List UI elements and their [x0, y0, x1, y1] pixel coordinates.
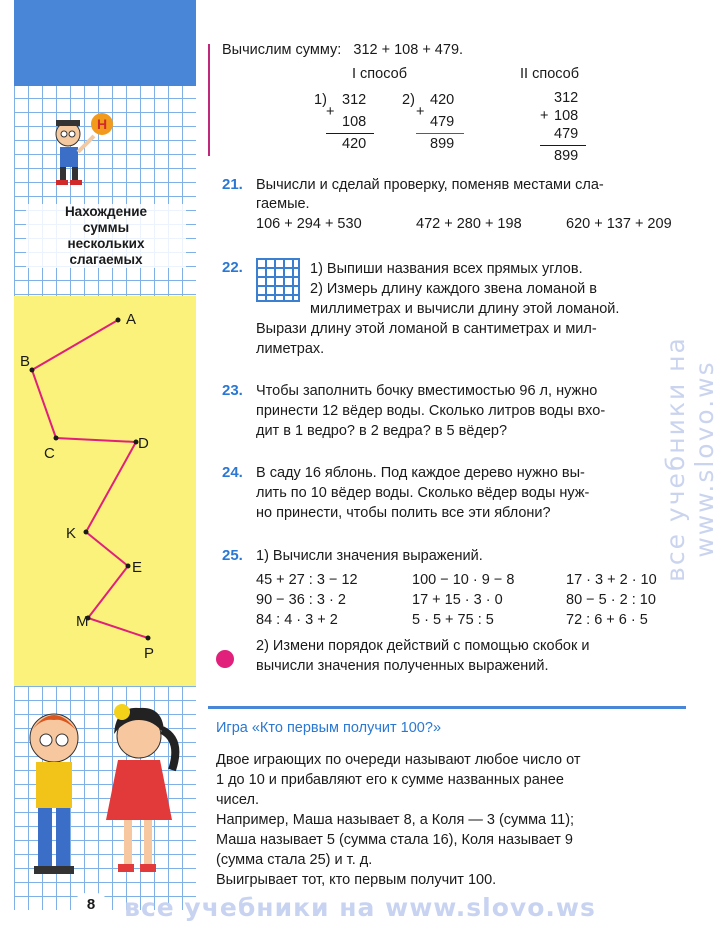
task-24-line: но принести, чтобы полить все эти яблони? [256, 505, 551, 521]
task-22-number: 22. [222, 259, 243, 276]
expr-cell: 17 + 15 · 3 · 0 [412, 592, 503, 608]
task-21-number: 21. [222, 176, 243, 193]
step-1-plus: + [326, 104, 335, 120]
task-25-line: 2) Измени порядок действий с помощью скобок и [256, 638, 590, 654]
method-2-label: II способ [520, 66, 580, 82]
step-1-addend-b: 108 [342, 114, 367, 130]
topic-line: нескольких [67, 236, 145, 251]
point-label-d: D [138, 435, 149, 452]
task-22-line: Вырази длину этой ломаной в сантиметрах и мил- [256, 321, 597, 337]
task-21-expression: 620 + 137 + 209 [566, 216, 672, 232]
point-label-c: C [44, 445, 55, 462]
expr-cell: 17 · 3 + 2 · 10 [566, 572, 657, 588]
task-22-line: лиметрах. [256, 341, 325, 357]
grid-icon [256, 258, 300, 302]
task-23-line: Чтобы заполнить бочку вместимостью 96 л, нужно [256, 383, 598, 399]
game-line: Двое играющих по очереди называют любое число от [216, 752, 581, 768]
intro-accent-bar [208, 44, 210, 156]
task-22-line: миллиметрах и вычисли длину этой ломаной. [310, 301, 620, 317]
topic-line: слагаемых [69, 252, 143, 267]
point-label-a: A [126, 311, 137, 328]
expr-cell: 90 − 36 : 3 · 2 [256, 592, 346, 608]
step-1-addend-a: 312 [342, 92, 367, 108]
game-line: Маша называет 5 (сумма стала 16), Коля называет 9 [216, 832, 573, 848]
topic-line: Нахождение [64, 204, 148, 219]
task-22-line: 1) Выпиши названия всех прямых углов. [310, 261, 583, 277]
watermark-bottom: все учебники на www.slovo.ws [124, 893, 596, 922]
step-2-addend-a: 420 [430, 92, 455, 108]
intro-title-expr: 312 + 108 + 479. [353, 42, 464, 58]
method-1-label: I способ [352, 66, 408, 82]
task-21-line: гаемые. [256, 196, 310, 212]
game-title: Игра «Кто первым получит 100?» [216, 720, 442, 736]
margin-top-band [14, 0, 196, 86]
game-line: чисел. [216, 792, 259, 808]
task-22-line: 2) Измерь длину каждого звена ломаной в [310, 281, 597, 297]
task-21-line: Вычисли и сделай проверку, поменяв местами сла- [256, 177, 604, 193]
game-line: Выигрывает тот, кто первым получит 100. [216, 872, 497, 888]
watermark-side: все учебники на www.slovo.ws [661, 336, 719, 582]
alt-plus: + [540, 108, 549, 124]
step-1-label: 1) [314, 92, 327, 108]
task-24-line: В саду 16 яблонь. Под каждое дерево нужно вы- [256, 465, 585, 481]
step-2-addend-b: 479 [430, 114, 455, 130]
page-number: 8 [74, 893, 108, 917]
point-label-p: P [144, 645, 155, 662]
robot-letter: Н [96, 116, 108, 132]
point-label-b: B [20, 353, 31, 370]
point-label-m: M [76, 613, 89, 630]
task-23-number: 23. [222, 382, 243, 399]
alt-addend-c: 479 [554, 126, 579, 142]
difficulty-dot [216, 650, 234, 668]
task-25-number: 25. [222, 547, 243, 564]
step-2-label: 2) [402, 92, 415, 108]
step-2-sum: 899 [430, 136, 455, 152]
task-24-number: 24. [222, 464, 243, 481]
polyline-figure [14, 296, 196, 686]
step-1-sum: 420 [342, 136, 367, 152]
topic-line: суммы [82, 220, 130, 235]
point-label-k: K [66, 525, 77, 542]
expr-cell: 100 − 10 · 9 − 8 [412, 572, 515, 588]
game-line: 1 до 10 и прибавляют его к сумме названных ранее [216, 772, 564, 788]
alt-sum: 899 [554, 148, 579, 164]
alt-addend-a: 312 [554, 90, 579, 106]
step-2-plus: + [416, 104, 425, 120]
expr-cell: 72 : 6 + 6 · 5 [566, 612, 648, 628]
expr-cell: 80 − 5 · 2 : 10 [566, 592, 656, 608]
polyline [32, 320, 148, 638]
robot-illustration [40, 112, 120, 188]
task-25-line: 1) Вычисли значения выражений. [256, 548, 483, 564]
intro-title [222, 40, 463, 60]
expr-cell: 5 · 5 + 75 : 5 [412, 612, 494, 628]
expr-cell: 84 : 4 · 3 + 2 [256, 612, 338, 628]
task-23-line: принести 12 вёдер воды. Сколько литров воды вхо- [256, 403, 606, 419]
game-line: Например, Маша называет 8, а Коля — 3 (сумма 11); [216, 812, 575, 828]
task-21-expression: 472 + 280 + 198 [416, 216, 522, 232]
task-23-line: дит в 1 ведро? в 2 ведра? в 5 вёдер? [256, 423, 508, 439]
alt-addend-b: 108 [554, 108, 579, 124]
task-25-line: вычисли значения полученных выражений. [256, 658, 549, 674]
game-divider [208, 706, 686, 709]
topic-label [26, 204, 186, 268]
intro-title-prefix: Вычислим сумму: [222, 42, 342, 58]
task-21-expression: 106 + 294 + 530 [256, 216, 362, 232]
task-24-line: лить по 10 вёдер воды. Сколько вёдер воды нуж- [256, 485, 590, 501]
point-label-e: E [132, 559, 143, 576]
children-illustration [14, 700, 196, 910]
expr-cell: 45 + 27 : 3 − 12 [256, 572, 358, 588]
game-line: (сумма стала 25) и т. д. [216, 852, 373, 868]
